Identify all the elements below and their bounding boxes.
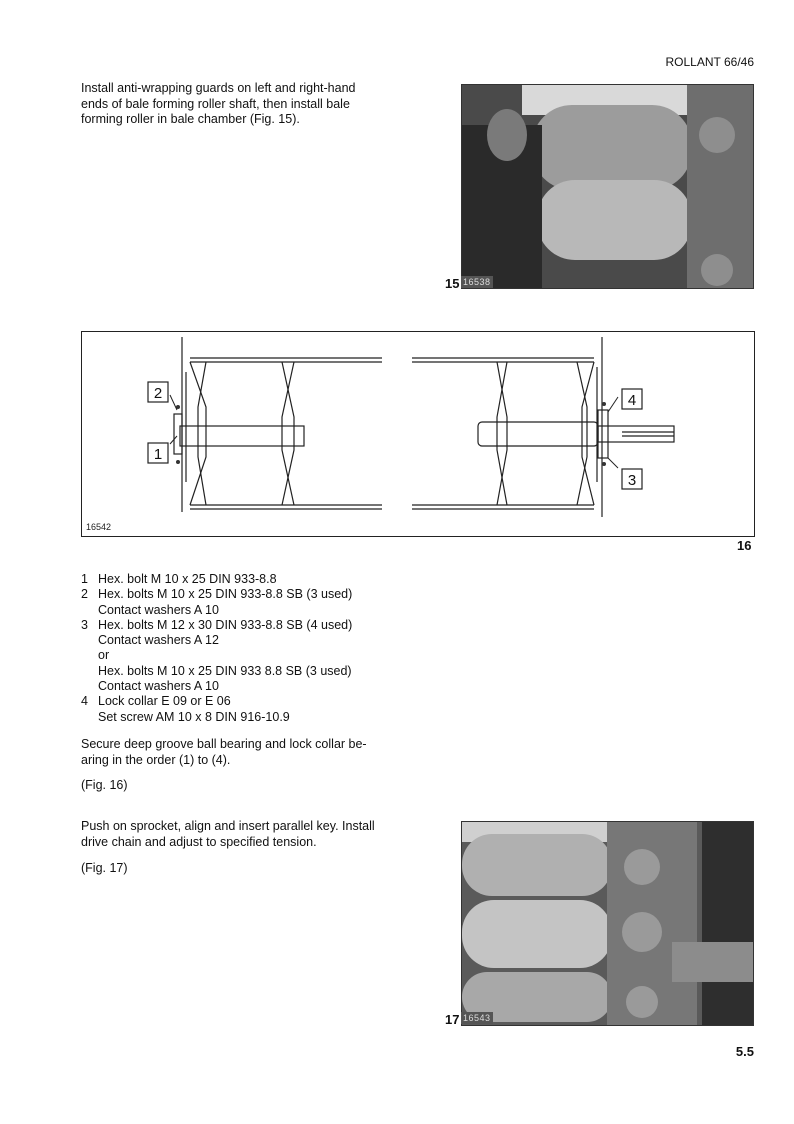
callout-3: 3 [627, 472, 637, 489]
list-item [81, 618, 401, 694]
figure-17-number: 17 [445, 1012, 460, 1027]
list-item-number: 1 [81, 572, 88, 586]
list-item-line: Contact washers A 10 [98, 602, 219, 617]
figure-17-reference: (Fig. 17) [81, 861, 128, 875]
figure-16-diagram [81, 331, 755, 537]
list-item-line: Set screw AM 10 x 8 DIN 916-10.9 [98, 709, 290, 724]
figure-16-reference: (Fig. 16) [81, 778, 128, 792]
parts-list [81, 572, 401, 725]
list-item-line: Hex. bolts M 10 x 25 DIN 933 8.8 SB (3 used) [98, 663, 352, 678]
page-number: 5.5 [735, 1044, 754, 1059]
figure-16-number: 16 [737, 538, 752, 553]
list-item [81, 694, 401, 725]
document-header: ROLLANT 66/46 [665, 55, 754, 69]
figure-16-stamp: 16542 [86, 522, 112, 532]
list-item [81, 587, 401, 618]
list-item-line: Hex. bolts M 10 x 25 DIN 933-8.8 SB (3 used) [98, 587, 353, 602]
figure-15-photo [461, 84, 754, 289]
intro-paragraph: Install anti-wrapping guards on left and right-hand ends of bale forming roller shaft, then install bale forming roller in bale chamber (Fig. 15). [81, 81, 356, 126]
list-item-line: Lock collar E 09 or E 06 [98, 694, 231, 709]
list-item-line: Contact washers A 12 [98, 633, 219, 648]
figure-15-stamp: 16538 [463, 277, 491, 287]
list-item [81, 572, 401, 587]
list-item-number: 4 [81, 694, 88, 709]
list-item-number: 2 [81, 587, 88, 602]
list-item-line: Hex. bolts M 12 x 30 DIN 933-8.8 SB (4 used) [98, 617, 353, 632]
callout-2: 2 [153, 385, 163, 402]
figure-17-stamp: 16543 [463, 1013, 491, 1023]
figure-17-photo [461, 821, 754, 1026]
figure-15-number: 15 [445, 276, 460, 291]
list-item-line: or [98, 648, 110, 663]
callout-4: 4 [627, 392, 637, 409]
secure-paragraph: Secure deep groove ball bearing and lock collar be-aring in the order (1) to (4). [81, 737, 367, 767]
list-item-number: 3 [81, 617, 88, 632]
list-item-line: Contact washers A 10 [98, 679, 219, 694]
push-paragraph: Push on sprocket, align and insert parallel key. Install drive chain and adjust to specified tension. [81, 819, 375, 849]
list-item-line: Hex. bolt M 10 x 25 DIN 933-8.8 [98, 572, 277, 586]
callout-1: 1 [153, 446, 163, 463]
